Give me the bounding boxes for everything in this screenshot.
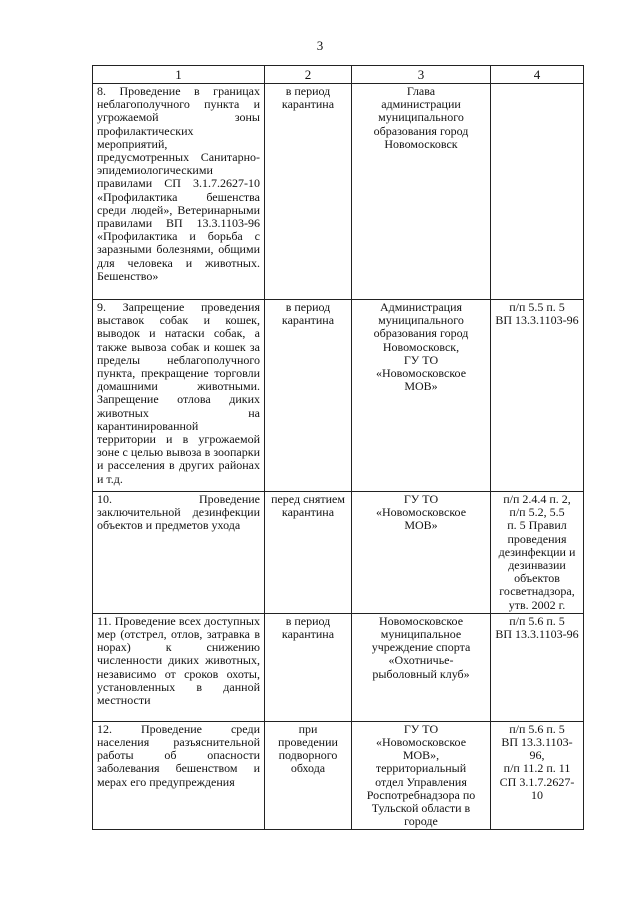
responsible-cell: Глава администрации муниципального образования город Новомосковск (352, 84, 491, 300)
table-row (93, 492, 584, 614)
reference-cell: п/п 2.4.4 п. 2, п/п 5.2, 5.5 п. 5 Правил проведения дезинфекции и дезинвазии объектов госветнадзора, утв. 2002 г. (491, 492, 584, 614)
measure-cell: 8. Проведение в границах неблагополучного пункта и угрожаемой зоны профилактических мероприятий, предусмотренных Санитарно-эпидемиологическими правилами СП 3.1.7.2627-10 «Профилактика бешенства среди людей», Ветеринарными правилами ВП 13.3.1103-96 «Профилактика и борьба с заразными болезнями, общими для человека и животных. Бешенство» (93, 84, 265, 300)
period-cell: в период карантина (265, 613, 352, 721)
measures-table (92, 65, 584, 830)
reference-cell: п/п 5.6 п. 5 ВП 13.3.1103-96, п/п 11.2 п. 11 СП 3.1.7.2627-10 (491, 721, 584, 830)
page-number: 3 (316, 38, 324, 53)
measure-cell: 10. Проведение заключительной дезинфекции объектов и предметов ухода (93, 492, 265, 614)
responsible-cell: ГУ ТО «Новомосковское МОВ», территориальный отдел Управления Роспотребнадзора по Тульской области в городе (352, 721, 491, 830)
responsible-cell: Администрация муниципального образования город Новомосковск, ГУ ТО «Новомосковское МОВ» (352, 300, 491, 492)
table-row (93, 300, 584, 492)
table-row (93, 84, 584, 300)
column-header-3: 3 (352, 66, 491, 84)
responsible-cell: Новомосковское муниципальное учреждение спорта «Охотничье- рыболовный клуб» (352, 613, 491, 721)
responsible-cell: ГУ ТО «Новомосковское МОВ» (352, 492, 491, 614)
measure-cell: 9. Запрещение проведения выставок собак и кошек, выводок и натаски собак, а также вывоза собак и кошек за пределы неблагополучного пункта, прекращение торговли домашними животными. Запрещение отлова диких животных на карантинированной территории и в угрожаемой зоне с целью вывоза в зоопарки и расселения в других районах и т.д. (93, 300, 265, 492)
reference-cell: п/п 5.5 п. 5 ВП 13.3.1103-96 (491, 300, 584, 492)
reference-cell: п/п 5.6 п. 5 ВП 13.3.1103-96 (491, 613, 584, 721)
period-cell: при проведении подворного обхода (265, 721, 352, 830)
table-row (93, 721, 584, 830)
period-cell: в период карантина (265, 300, 352, 492)
table-row (93, 613, 584, 721)
reference-cell (491, 84, 584, 300)
column-header-1: 1 (93, 66, 265, 84)
column-header-4: 4 (491, 66, 584, 84)
period-cell: перед снятием карантина (265, 492, 352, 614)
column-header-2: 2 (265, 66, 352, 84)
period-cell: в период карантина (265, 84, 352, 300)
measure-cell: 11. Проведение всех доступных мер (отстрел, отлов, затравка в норах) к снижению численности диких животных, независимо от сроков охоты, установленных в данной местности (93, 613, 265, 721)
table-header-row (93, 66, 584, 84)
measure-cell: 12. Проведение среди населения разъяснительной работы об опасности заболевания бешенством и мерах его предупреждения (93, 721, 265, 830)
